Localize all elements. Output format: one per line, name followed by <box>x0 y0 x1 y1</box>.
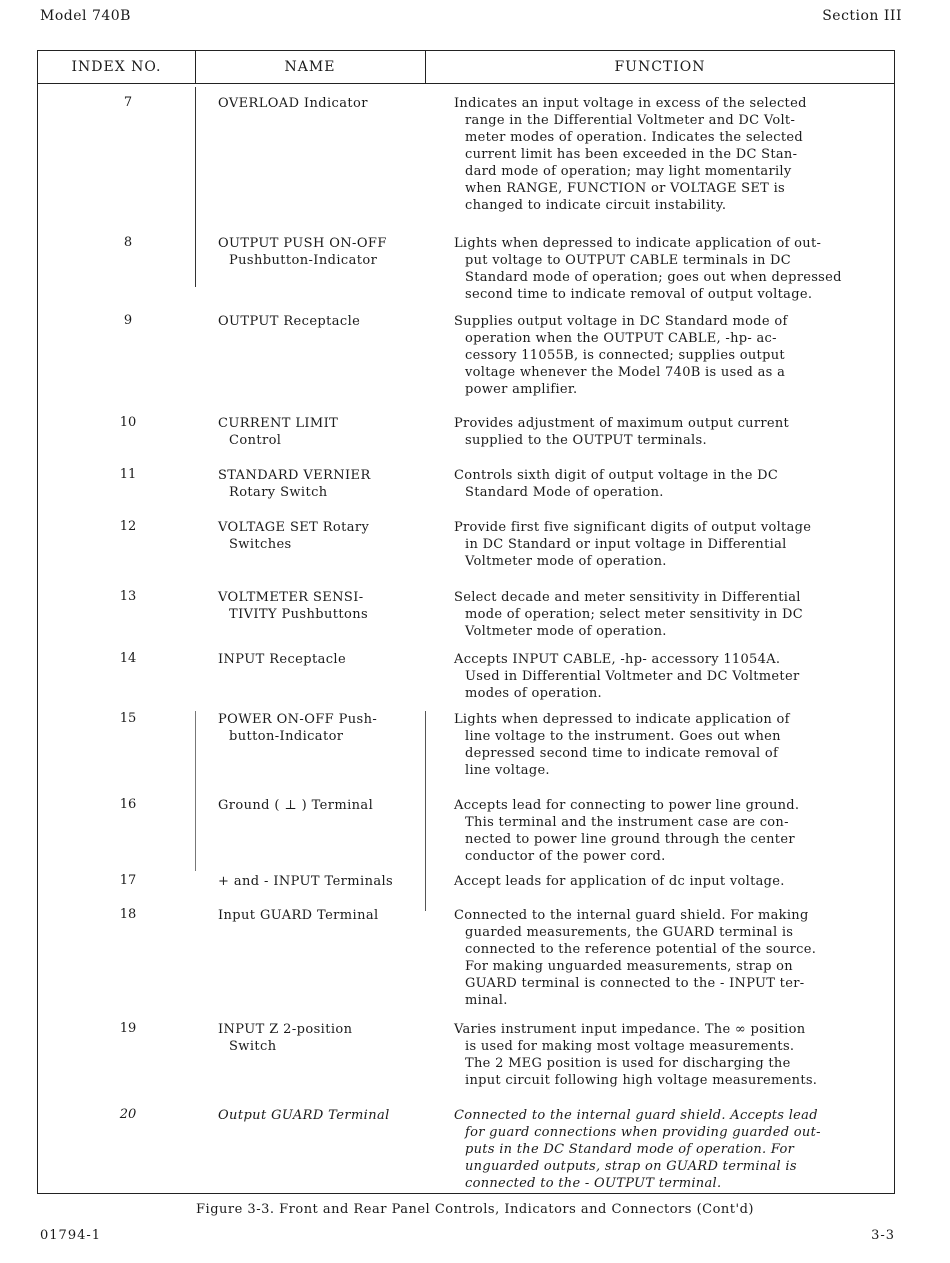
row-function-line: minal. <box>465 993 508 1008</box>
row-function-line: put voltage to OUTPUT CABLE terminals in DC <box>465 253 792 268</box>
row-function-line: Connected to the internal guard shield. For making <box>454 908 809 923</box>
row-index: 11 <box>119 467 137 482</box>
row-name <box>218 797 418 814</box>
row-function-line: Accepts lead for connecting to power line ground. <box>454 798 800 813</box>
row-name-line: INPUT Z 2-position <box>218 1022 353 1037</box>
row-name-line: Output GUARD Terminal <box>218 1108 390 1123</box>
row-index: 8 <box>123 235 133 250</box>
row-name-line: OUTPUT PUSH ON-OFF <box>218 236 387 251</box>
row-name-line: OUTPUT Receptacle <box>218 314 361 329</box>
row-index: 19 <box>119 1021 137 1036</box>
row-name-line: + and - INPUT Terminals <box>218 874 394 889</box>
row-function-line: meter modes of operation. Indicates the selected <box>465 130 803 145</box>
row-function-line: guarded measurements, the GUARD terminal is <box>465 925 794 940</box>
row-name <box>218 1021 418 1055</box>
row-name-line: Control <box>229 433 282 448</box>
row-name <box>218 589 418 623</box>
row-index: 7 <box>123 95 133 110</box>
row-name-line: CURRENT LIMIT <box>218 416 339 431</box>
row-name <box>218 467 418 501</box>
row-name-line: Rotary Switch <box>229 485 328 500</box>
row-name-line: VOLTMETER SENSI- <box>218 590 364 605</box>
row-function-line: connected to the - OUTPUT terminal. <box>465 1176 722 1191</box>
row-function-line: This terminal and the instrument case are con- <box>465 815 789 830</box>
row-function-line: power amplifier. <box>465 382 578 397</box>
row-function-line: dard mode of operation; may light momentarily <box>465 164 792 179</box>
row-function-line: Lights when depressed to indicate application of out- <box>454 236 822 251</box>
row-function-line: supplied to the OUTPUT terminals. <box>465 433 707 448</box>
row-function-line: Accept leads for application of dc input voltage. <box>454 874 785 889</box>
row-function-line: Select decade and meter sensitivity in Differential <box>454 590 801 605</box>
row-name <box>218 873 418 890</box>
header-model: Model 740B <box>40 8 131 24</box>
row-function-line: for guard connections when providing guarded out- <box>465 1125 821 1140</box>
row-index: 15 <box>119 711 137 726</box>
row-name-line: button-Indicator <box>229 729 344 744</box>
row-function-line: Provide first five significant digits of output voltage <box>454 520 812 535</box>
row-function-line: mode of operation; select meter sensitivity in DC <box>465 607 803 622</box>
row-function-line: conductor of the power cord. <box>465 849 666 864</box>
row-function-line: line voltage to the instrument. Goes out when <box>465 729 781 744</box>
row-function-line: Accepts INPUT CABLE, -hp- accessory 11054A. <box>454 652 781 667</box>
row-function-line: Varies instrument input impedance. The ∞ position <box>454 1022 806 1037</box>
column-header-name: NAME <box>284 59 336 75</box>
row-name <box>218 313 418 330</box>
row-name-line: Input GUARD Terminal <box>218 908 379 923</box>
row-function-line: Used in Differential Voltmeter and DC Voltmeter <box>465 669 800 684</box>
row-function <box>454 907 894 1009</box>
column-header-index: INDEX NO. <box>71 59 162 75</box>
row-function <box>454 589 894 640</box>
row-index: 16 <box>119 797 137 812</box>
row-function-line: second time to indicate removal of output voltage. <box>465 287 813 302</box>
row-function-line: Voltmeter mode of operation. <box>465 624 667 639</box>
row-name-line: TIVITY Pushbuttons <box>229 607 369 622</box>
row-name <box>218 1107 418 1124</box>
row-function-line: Provides adjustment of maximum output current <box>454 416 790 431</box>
row-name-line: STANDARD VERNIER <box>218 468 371 483</box>
row-function-line: GUARD terminal is connected to the - INPUT ter- <box>465 976 805 991</box>
footer-doc-number: 01794-1 <box>40 1228 102 1243</box>
row-index: 18 <box>119 907 137 922</box>
row-index: 17 <box>119 873 137 888</box>
row-name-line: Pushbutton-Indicator <box>229 253 378 268</box>
row-function <box>454 519 894 570</box>
row-index: 9 <box>123 313 133 328</box>
row-function-line: Lights when depressed to indicate application of <box>454 712 790 727</box>
row-index: 14 <box>119 651 137 666</box>
row-function <box>454 415 894 449</box>
row-function-line: Standard Mode of operation. <box>465 485 664 500</box>
row-name-line: Switches <box>229 537 292 552</box>
row-function-line: current limit has been exceeded in the DC Stan- <box>465 147 798 162</box>
row-function-line: input circuit following high voltage measurements. <box>465 1073 818 1088</box>
row-function-line: For making unguarded measurements, strap on <box>465 959 793 974</box>
row-function-line: voltage whenever the Model 740B is used as a <box>465 365 786 380</box>
row-function <box>454 651 894 702</box>
footer-page-number: 3-3 <box>871 1228 895 1243</box>
row-function-line: operation when the OUTPUT CABLE, -hp- ac- <box>465 331 777 346</box>
row-function-line: when RANGE, FUNCTION or VOLTAGE SET is <box>465 181 786 196</box>
row-function-line: changed to indicate circuit instability. <box>465 198 727 213</box>
row-name <box>218 907 418 924</box>
table-header <box>38 51 894 84</box>
row-name-line: Ground ( ⊥ ) Terminal <box>218 798 374 813</box>
row-name <box>218 415 418 449</box>
row-function-line: Standard mode of operation; goes out when depressed <box>465 270 842 285</box>
row-function <box>454 873 894 890</box>
row-function-line: range in the Differential Voltmeter and DC Volt- <box>465 113 796 128</box>
row-function <box>454 1107 894 1192</box>
row-index: 12 <box>119 519 137 534</box>
row-function <box>454 95 894 214</box>
row-index: 13 <box>119 589 137 604</box>
row-function <box>454 467 894 501</box>
row-function-line: connected to the reference potential of the source. <box>465 942 817 957</box>
row-name <box>218 235 418 269</box>
row-name-line: Switch <box>229 1039 277 1054</box>
row-function-line: is used for making most voltage measurements. <box>465 1039 795 1054</box>
row-name <box>218 519 418 553</box>
row-name-line: INPUT Receptacle <box>218 652 347 667</box>
row-function-line: depressed second time to indicate removal of <box>465 746 779 761</box>
row-function-line: Voltmeter mode of operation. <box>465 554 667 569</box>
row-function-line: line voltage. <box>465 763 550 778</box>
row-index: 10 <box>119 415 137 430</box>
row-function-line: puts in the DC Standard mode of operation. For <box>465 1142 795 1157</box>
row-name <box>218 711 418 745</box>
row-function <box>454 235 894 303</box>
row-function-line: in DC Standard or input voltage in Differential <box>465 537 787 552</box>
row-index: 20 <box>119 1107 137 1122</box>
figure-caption: Figure 3-3. Front and Rear Panel Controls, Indicators and Connectors (Cont'd) <box>196 1202 754 1217</box>
row-function-line: Controls sixth digit of output voltage in the DC <box>454 468 779 483</box>
row-function-line: cessory 11055B, is connected; supplies output <box>465 348 785 363</box>
row-function-line: unguarded outputs, strap on GUARD terminal is <box>465 1159 797 1174</box>
row-name <box>218 95 418 112</box>
row-function-line: Indicates an input voltage in excess of the selected <box>454 96 807 111</box>
row-name <box>218 651 418 668</box>
row-name-line: OVERLOAD Indicator <box>218 96 368 111</box>
header-section: Section III <box>822 8 902 24</box>
row-function-line: Connected to the internal guard shield. Accepts lead <box>454 1108 818 1123</box>
row-name-line: POWER ON-OFF Push- <box>218 712 378 727</box>
row-function-line: nected to power line ground through the center <box>465 832 795 847</box>
row-function-line: Supplies output voltage in DC Standard mode of <box>454 314 788 329</box>
row-function <box>454 1021 894 1089</box>
row-function <box>454 711 894 779</box>
row-name-line: VOLTAGE SET Rotary <box>218 520 370 535</box>
column-header-function: FUNCTION <box>614 59 706 75</box>
row-function-line: The 2 MEG position is used for discharging the <box>465 1056 791 1071</box>
row-function <box>454 313 894 398</box>
row-function <box>454 797 894 865</box>
controls-table <box>37 50 895 1194</box>
row-function-line: modes of operation. <box>465 686 602 701</box>
